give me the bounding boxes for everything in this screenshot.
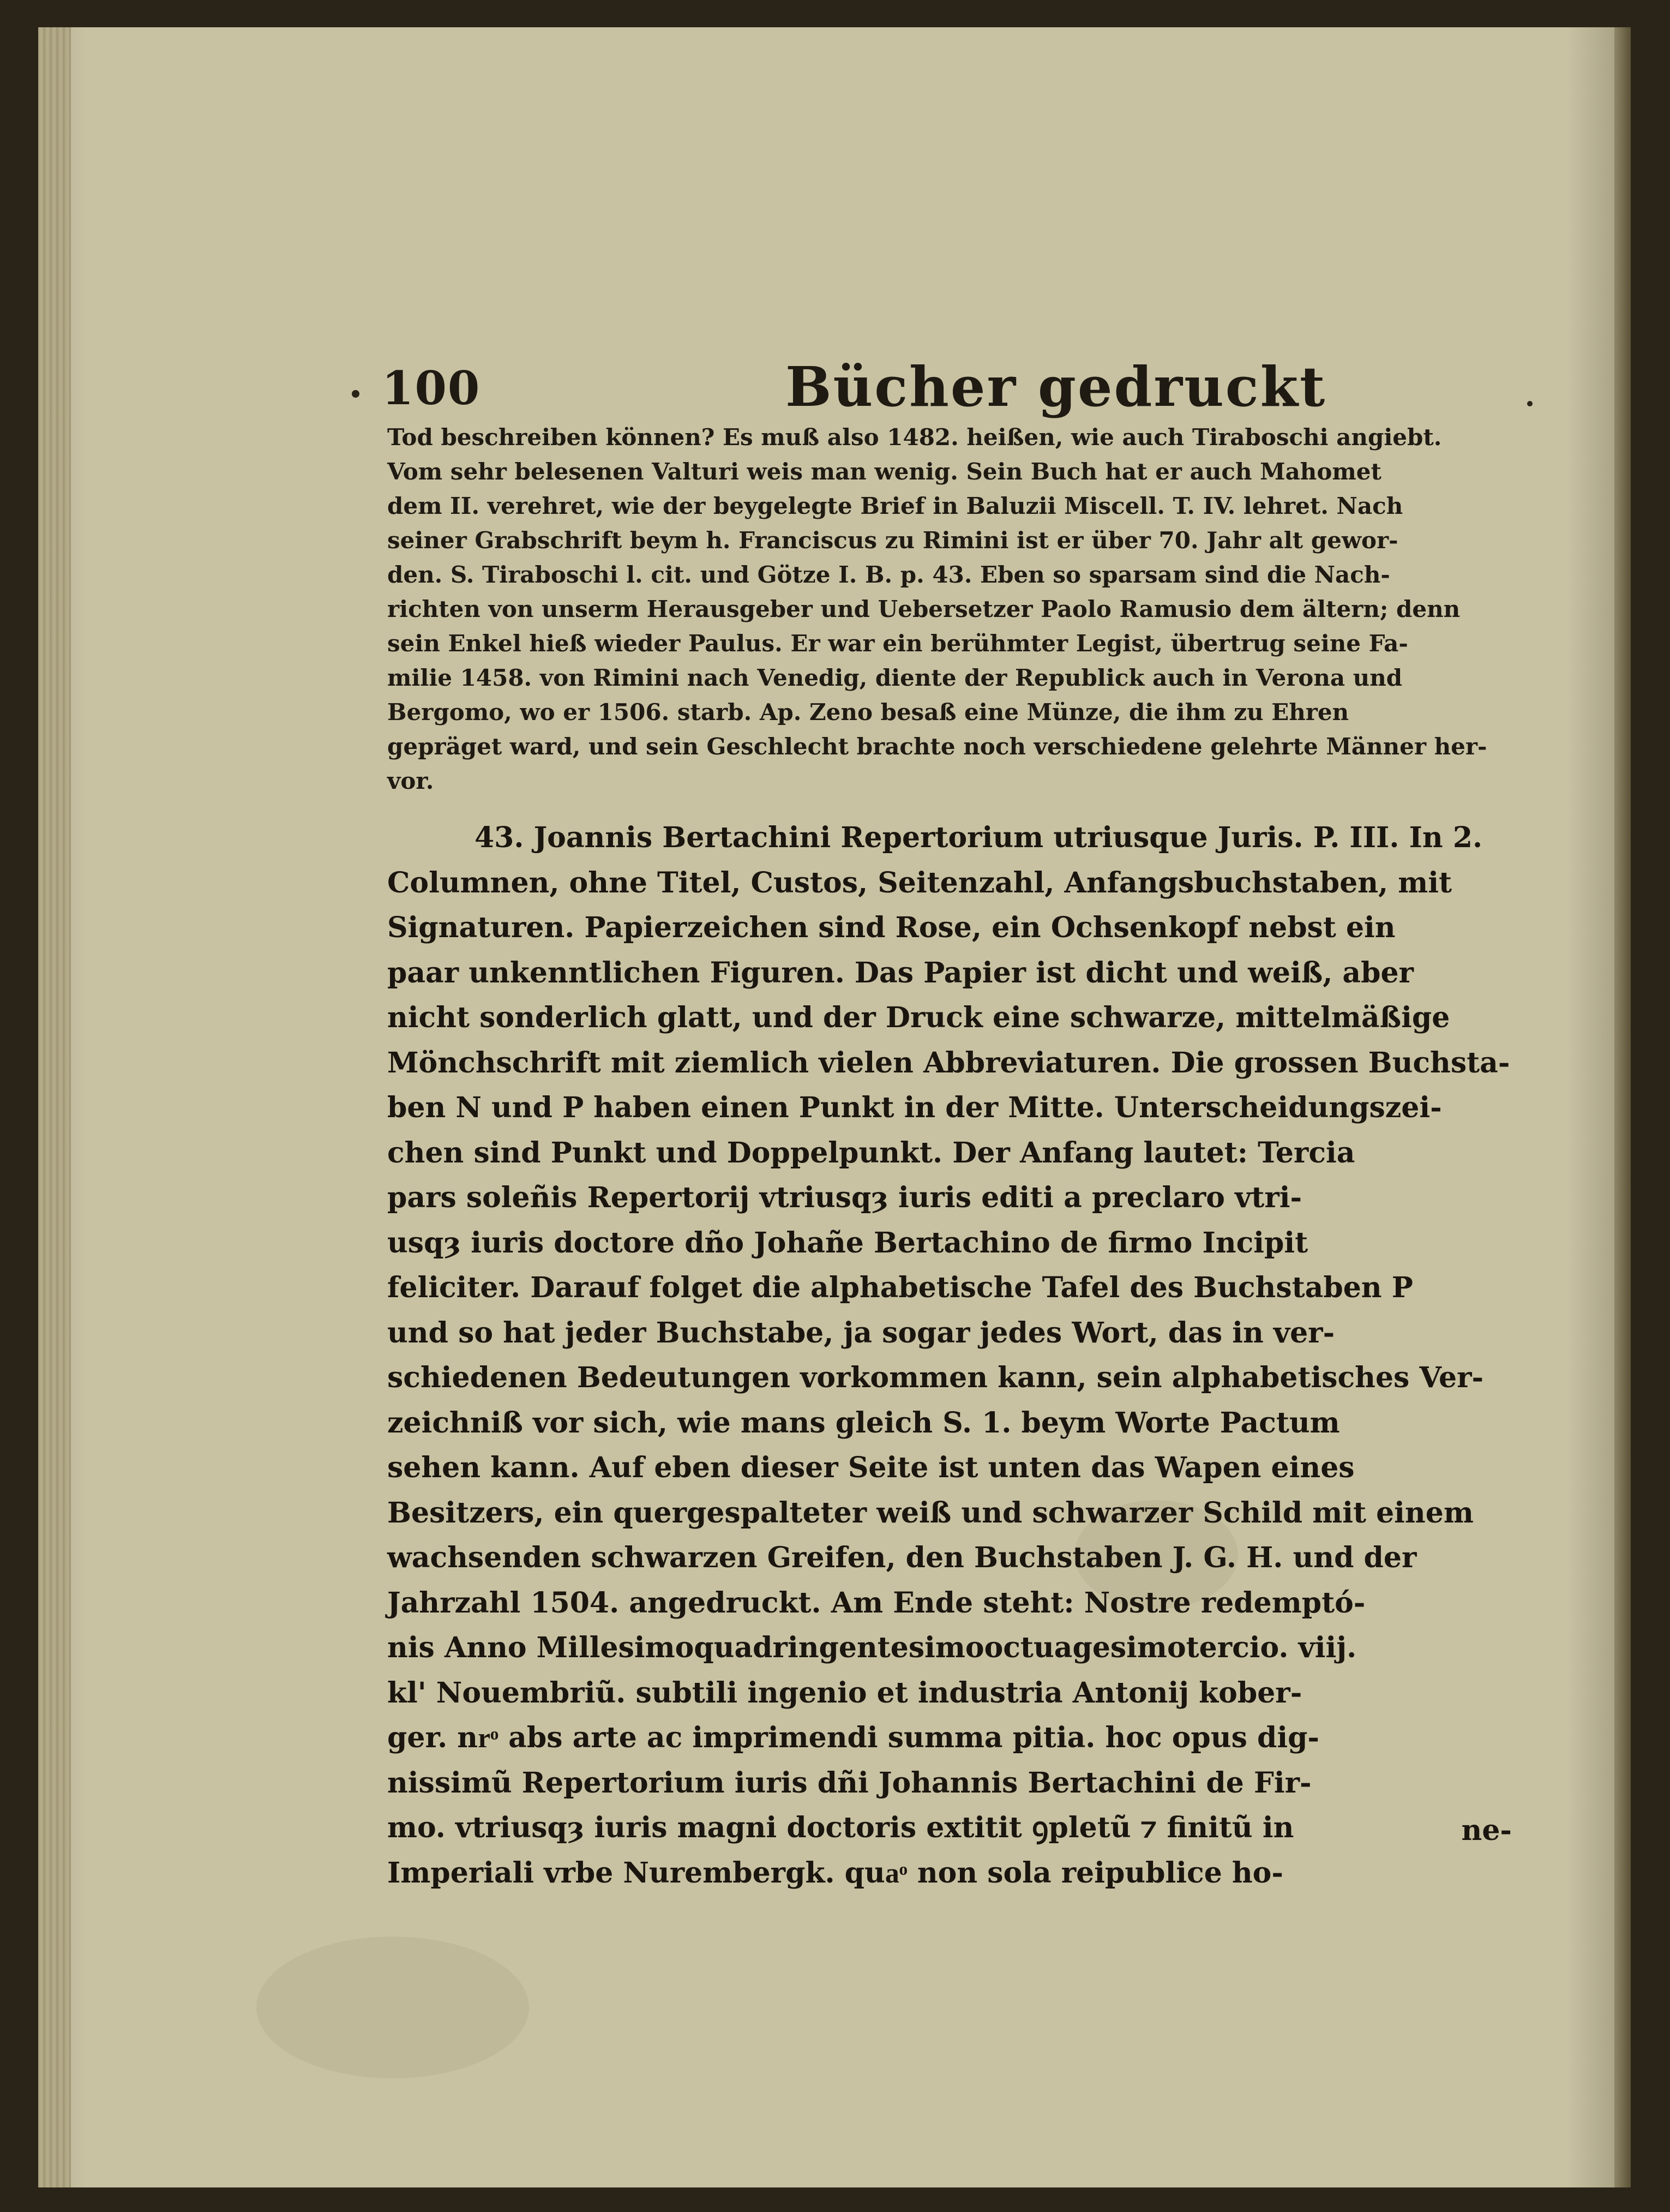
main-line: paar unkenntlichen Figuren. Das Papier ist dicht und weiß, aber	[387, 956, 1414, 990]
main-line: mo. vtriusqȝ iuris magni doctoris extitit ꝯpletũ ⁊ finitũ in	[387, 1811, 1294, 1844]
page-number: 100	[382, 361, 481, 415]
main-line: feliciter. Darauf folget die alphabetische Tafel des Buchstaben P	[387, 1271, 1413, 1304]
catchword: ne-	[1461, 1814, 1512, 1847]
main-line: ger. nrͦ abs arte ac imprimendi summa pitia. hoc opus dig-	[387, 1721, 1320, 1754]
footnote-line: vor.	[387, 768, 434, 794]
footnote-line: seiner Grabschrift beym h. Franciscus zu Rimini ist er über 70. Jahr alt gewor-	[387, 527, 1398, 554]
margin-dot	[352, 390, 359, 398]
main-line: schiedenen Bedeutungen vorkommen kann, sein alphabetisches Ver-	[387, 1361, 1484, 1394]
main-line: und so hat jeder Buchstabe, ja sogar jedes Wort, das in ver-	[387, 1316, 1335, 1350]
footnote-line: Bergomo, wo er 1506. starb. Ap. Zeno besaß eine Münze, die ihm zu Ehren	[387, 699, 1349, 726]
footnote-line: den. S. Tiraboschi l. cit. und Götze I. B. p. 43. Eben so sparsam sind die Nach-	[387, 561, 1390, 588]
main-text-block	[387, 816, 1510, 1896]
page-edge-right	[1614, 27, 1631, 2187]
main-line: Signaturen. Papierzeichen sind Rose, ein Ochsenkopf nebst ein	[387, 911, 1396, 944]
footnote-line: dem II. verehret, wie der beygelegte Brief in Baluzii Miscell. T. IV. lehret. Nach	[387, 493, 1403, 519]
footnote-line: milie 1458. von Rimini nach Venedig, diente der Republick auch in Verona und	[387, 664, 1403, 691]
main-line: nicht sonderlich glatt, und der Druck eine schwarze, mittelmäßige	[387, 1001, 1450, 1034]
main-line: nissimũ Repertorium iuris dñi Johannis Bertachini de Fir-	[387, 1766, 1312, 1800]
footnote-line: Vom sehr belesenen Valturi weis man wenig. Sein Buch hat er auch Mahomet	[387, 458, 1381, 485]
footnote-line: Tod beschreiben können? Es muß also 1482. heißen, wie auch Tiraboschi angiebt.	[387, 424, 1442, 451]
footnote-line: sein Enkel hieß wieder Paulus. Er war ein berühmter Legist, übertrug seine Fa-	[387, 630, 1408, 657]
main-line: nis Anno Millesimoquadringentesimooctuagesimotercio. viij.	[387, 1631, 1357, 1664]
main-line: Mönchschrift mit ziemlich vielen Abbreviaturen. Die grossen Buchsta-	[387, 1046, 1510, 1080]
running-title: Bücher gedruckt	[785, 355, 1327, 419]
page-edge-left	[38, 27, 71, 2187]
entry-heading-line: 43. Joannis Bertachini Repertorium utriusque Juris. P. III. In 2.	[474, 821, 1483, 854]
main-line: kl' Nouembriũ. subtili ingenio et industria Antonij kober-	[387, 1676, 1302, 1710]
main-line: zeichniß vor sich, wie mans gleich S. 1. beym Worte Pactum	[387, 1406, 1340, 1440]
main-line: sehen kann. Auf eben dieser Seite ist unten das Wapen eines	[387, 1451, 1355, 1484]
main-line: pars soleñis Repertorij vtriusqȝ iuris editi a preclaro vtri-	[387, 1181, 1302, 1214]
main-line: Jahrzahl 1504. angedruckt. Am Ende steht: Nostre redemptó-	[387, 1586, 1366, 1620]
footnote-block	[387, 420, 1487, 798]
footnote-line: gepräget ward, und sein Geschlecht brachte noch verschiedene gelehrte Männer her-	[387, 733, 1487, 760]
main-line: ben N und P haben einen Punkt in der Mitte. Unterscheidungszei-	[387, 1091, 1442, 1124]
main-line: Columnen, ohne Titel, Custos, Seitenzahl, Anfangsbuchstaben, mit	[387, 866, 1452, 900]
main-line: Besitzers, ein quergespalteter weiß und schwarzer Schild mit einem	[387, 1496, 1474, 1530]
page-header	[382, 355, 1527, 425]
paper-stain	[256, 1937, 529, 2078]
main-line: chen sind Punkt und Doppelpunkt. Der Anfang lautet: Tercia	[387, 1136, 1355, 1170]
footnote-line: richten von unserm Herausgeber und Uebersetzer Paolo Ramusio dem ältern; denn	[387, 596, 1461, 622]
main-line: usqȝ iuris doctore dño Johañe Bertachino de firmo Incipit	[387, 1226, 1308, 1260]
main-line: wachsenden schwarzen Greifen, den Buchstaben J. G. H. und der	[387, 1541, 1417, 1574]
main-line: Imperiali vrbe Nurembergk. quaͦ non sola reipublice ho-	[387, 1856, 1283, 1890]
margin-dot	[1527, 401, 1533, 406]
